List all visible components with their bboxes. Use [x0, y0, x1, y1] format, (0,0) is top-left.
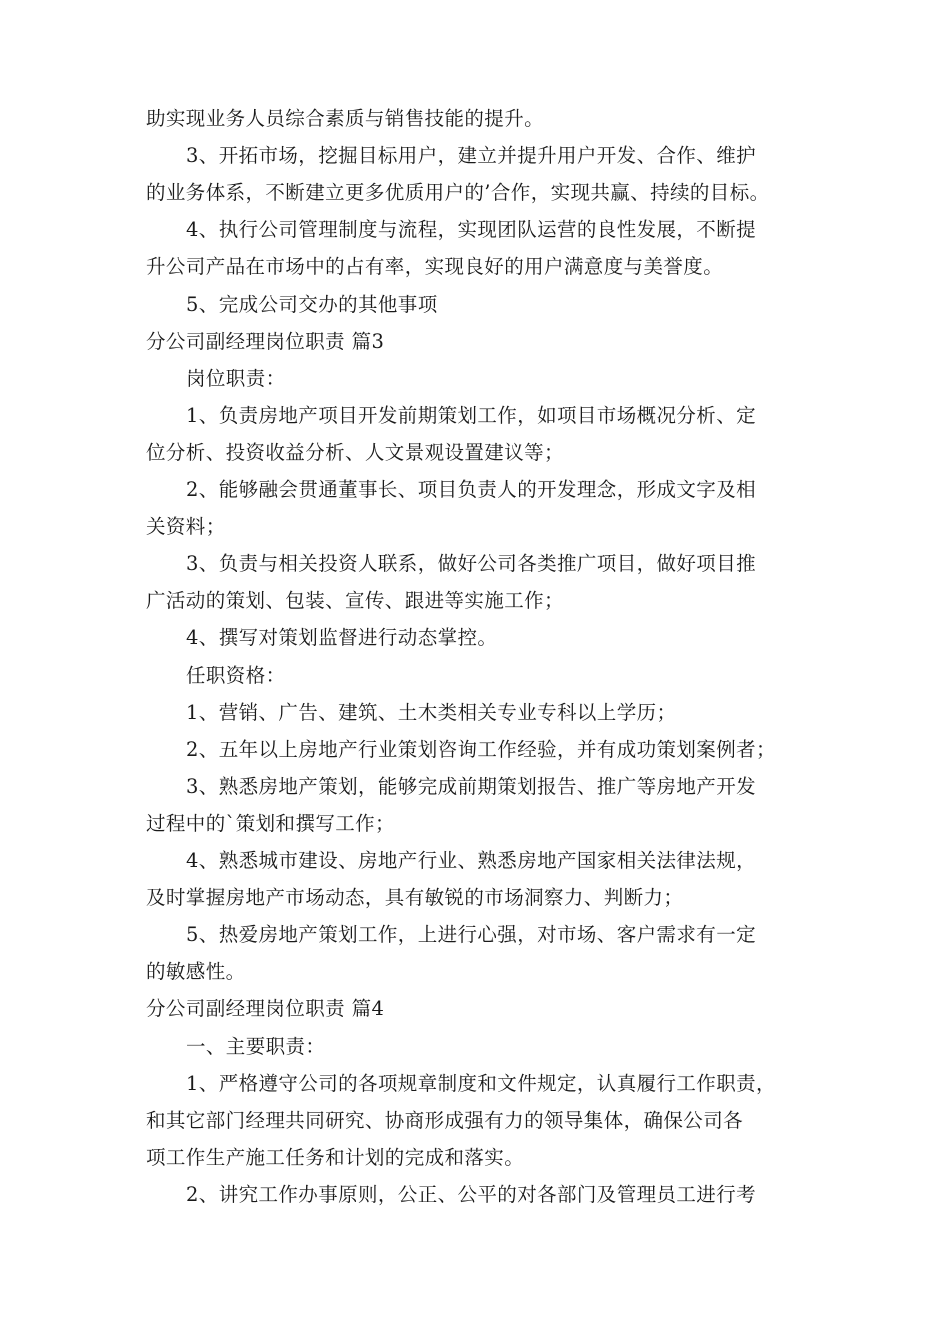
- text-line-17: 1、营销、广告、建筑、土木类相关专业专科以上学历；: [186, 700, 677, 724]
- text-line-10: 位分析、投资收益分析、人文景观设置建议等；: [146, 440, 564, 464]
- text-line-2: 3、开拓市场，挖掘目标用户，建立并提升用户开发、合作、维护: [186, 144, 757, 168]
- subheading-duties: 岗位职责：: [186, 366, 286, 390]
- section-heading-4: 分公司副经理岗位职责 篇4: [146, 997, 385, 1021]
- text-line-14: 广活动的策划、包装、宣传、跟进等实施工作；: [146, 589, 564, 613]
- text-line-28: 和其它部门经理共同研究、协商形成强有力的领导集体，确保公司各: [146, 1108, 744, 1132]
- text-line-6: 5、完成公司交办的其他事项: [186, 292, 438, 316]
- section-heading-3: 分公司副经理岗位职责 篇3: [146, 329, 385, 353]
- text-line-13: 3、负责与相关投资人联系，做好公司各类推广项目，做好项目推: [186, 552, 757, 576]
- text-line-15: 4、撰写对策划监督进行动态掌控。: [186, 626, 498, 650]
- text-line-27: 1、严格遵守公司的各项规章制度和文件规定，认真履行工作职责，: [186, 1071, 776, 1095]
- subheading-main-duties: 一、主要职责：: [186, 1034, 326, 1058]
- text-line-23: 5、热爱房地产策划工作，上进行心强，对市场、客户需求有一定: [186, 923, 757, 947]
- subheading-qualifications: 任职资格：: [186, 663, 286, 687]
- text-line-18: 2、五年以上房地产行业策划咨询工作经验，并有成功策划案例者；: [186, 737, 776, 761]
- text-line-29: 项工作生产施工任务和计划的完成和落实。: [146, 1145, 525, 1169]
- text-line-5: 升公司产品在市场中的占有率，实现良好的用户满意度与美誉度。: [146, 255, 724, 279]
- text-line-20: 过程中的`策划和撰写工作；: [146, 811, 395, 835]
- text-line-1: 助实现业务人员综合素质与销售技能的提升。: [146, 107, 545, 130]
- text-line-12: 关资料；: [146, 515, 226, 539]
- text-line-3: 的业务体系，不断建立更多优质用户的’合作，实现共赢、持续的目标。: [146, 181, 770, 205]
- text-line-21: 4、熟悉城市建设、房地产行业、熟悉房地产国家相关法律法规，: [186, 849, 757, 872]
- text-line-4: 4、执行公司管理制度与流程，实现团队运营的良性发展，不断提: [186, 218, 757, 242]
- text-line-9: 1、负责房地产项目开发前期策划工作，如项目市场概况分析、定: [186, 403, 757, 427]
- text-line-19: 3、熟悉房地产策划，能够完成前期策划报告、推广等房地产开发: [186, 774, 757, 798]
- text-line-24: 的敏感性。: [146, 960, 246, 984]
- text-line-30: 2、讲究工作办事原则，公正、公平的对各部门及管理员工进行考: [186, 1182, 757, 1206]
- text-line-22: 及时掌握房地产市场动态，具有敏锐的市场洞察力、判断力；: [146, 886, 684, 910]
- text-line-11: 2、能够融会贯通董事长、项目负责人的开发理念，形成文字及相: [186, 478, 757, 501]
